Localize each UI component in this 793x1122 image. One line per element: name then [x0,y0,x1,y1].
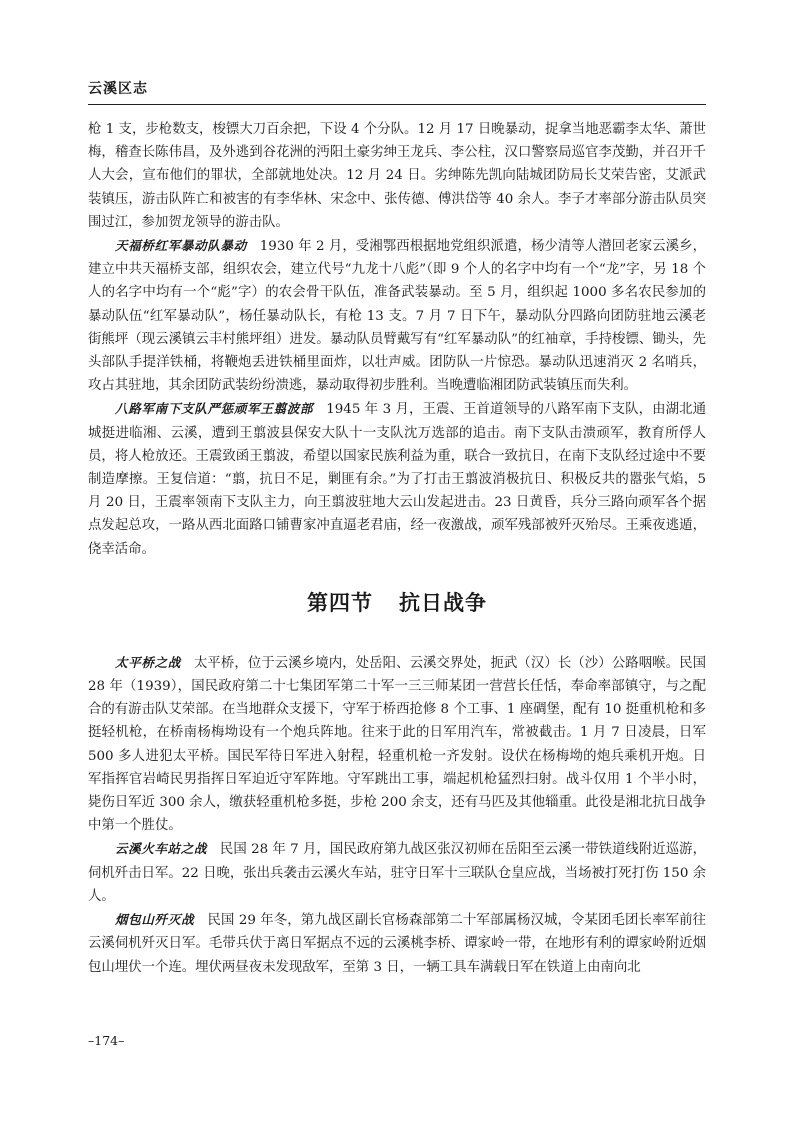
paragraph-text: 民国 29 年冬，第九战区副长官杨森部第二十军部属杨汉城，令某团毛团长率军前往云溪伺机歼灭日军。毛带兵伏于离日军据点不远的云溪桃李桥、谭家岭一带，在地形有利的谭家岭附近烟包山埋伏一个连。埋伏两昼夜未发现敌军，至第 3 日，一辆工具车满载日军在铁道上由南向北 [88,913,706,975]
body-paragraph [88,651,706,838]
body-paragraph [88,397,706,560]
paragraph-lead-title: 八路军南下支队严惩顽军王翦波部 [115,401,314,417]
page-number: –174– [88,1033,125,1048]
page-body [88,118,706,979]
paragraph-text: 1930 年 2 月，受湘鄂西根据地党组织派遣，杨少清等人潜回老家云溪乡，建立中共天福桥支部，组织农会，建立代号“九龙十八彪”（即 9 个人的名字中均有一个“龙”字，另 18 个人的名字中均有一个“彪”字）的农会骨干队伍，准备武装暴动。至 5 月，组织起 1000 多名农民参加的暴动队伍“红军暴动队”，杨任暴动队长，有枪 13 支。7 月 7 日下午，暴动队分四路向团防驻地云溪老街熊坪（现云溪镇云丰村熊坪组）进发。暴动队员臂戴写有“红军暴动队”的红袖章，手持梭镖、锄头，先头部队手提洋铁桶，将鞭炮丢进铁桶里面炸，以壮声威。团防队一片惊恐。暴动队迅速消灭 2 名哨兵，攻占其驻地，其余团防武装纷纷溃逃，暴动取得初步胜利。当晚遭临湘团防武装镇压而失利。 [88,239,706,394]
running-header-title: 云溪区志 [88,81,148,97]
section-heading [88,587,706,617]
paragraph-text: 民国 28 年 7 月，国民政府第九战区张汉初师在岳阳至云溪一带铁道线附近巡游，伺机歼击日军。22 日晚，张出兵袭击云溪火车站，驻守日军十三联队仓皇应战，当场被打死打伤 150 余人。 [88,842,706,904]
paragraph-text: 太平桥，位于云溪乡境内，处岳阳、云溪交界处，扼武（汉）长（沙）公路咽喉。民国 28 年（1939），国民政府第二十七集团军第二十军一三三师某团一营营长任恬，奉命率部镇守，与之配合的有游击队艾荣部。在当地群众支援下，守军于桥西抢修 8 个工事、1 座碉堡，配有 10 挺重机枪和多挺轻机枪，在桥南杨梅坳设有一个炮兵阵地。往来于此的日军用汽车，常被截击。1 月 7 日凌晨，日军 500 多人进犯太平桥。国民军待日军进入射程，轻重机枪一齐发射。设伏在杨梅坳的炮兵乘机开炮。日军指挥官岩崎民男指挥日军迫近守军阵地。守军跳出工事，端起机枪猛烈扫射。战斗仅用 1 个半小时，毙伤日军近 300 余人，缴获轻重机枪多挺，步枪 200 余支，还有马匹及其他辎重。此役是湘北抗日战争中第一个胜仗。 [88,655,706,834]
header-divider [88,104,706,105]
paragraph-lead-title: 烟包山歼灭战 [115,912,195,928]
paragraph-lead-title: 太平桥之战 [115,654,181,670]
paragraph-text: 1945 年 3 月，王震、王首道领导的八路军南下支队，由湖北通城挺进临湘、云溪，遭到王翦波县保安大队十一支队沈万选部的追击。南下支队击溃顽军，教育所俘人员，将人枪放还。王震致函王翦波，希望以国家民族利益为重，联合一致抗日，在南下支队经过途中不要制造摩擦。王复信道：“翦，抗日不足，剿匪有余。”为了打击王翦波消极抗日、积极反共的嚣张气焰，5 月 20 日，王震率领南下支队主力，向王翦波驻地大云山发起进击。23 日黄昏，兵分三路向顽军各个据点发起总攻，一路从西北面路口铺曹家冲直逼老君庙，经一夜激战，顽军残部被歼灭殆尽。王乘夜逃遁，侥幸活命。 [88,402,706,557]
body-paragraph [88,837,706,908]
body-paragraph [88,118,706,234]
paragraph-lead-title: 天福桥红军暴动队暴动 [115,238,247,254]
paragraph-text: 枪 1 支，步枪数支，梭镖大刀百余把，下设 4 个分队。12 月 17 日晚暴动，捉拿当地恶霸李太华、萧世梅，稽查长陈伟昌，及外逃到谷花洲的沔阳土豪劣绅王龙兵、李公柱，汉口警察局巡官李茂勤，并召开千人大会，宣布他们的罪状，全部就地处决。12 月 24 日。劣绅陈先凯向陆城团防局长艾荣告密，艾派武装镇压，游击队阵亡和被害的有李华林、宋念中、张传德、傅洪岱等 40 余人。李子才率部分游击队员突围过江，参加贺龙领导的游击队。 [88,122,706,230]
paragraph-lead-title: 云溪火车站之战 [115,841,207,857]
section-number: 第四节 [307,590,373,615]
body-paragraph [88,234,706,397]
section-title-text: 抗日战争 [399,590,487,615]
body-paragraph [88,908,706,979]
